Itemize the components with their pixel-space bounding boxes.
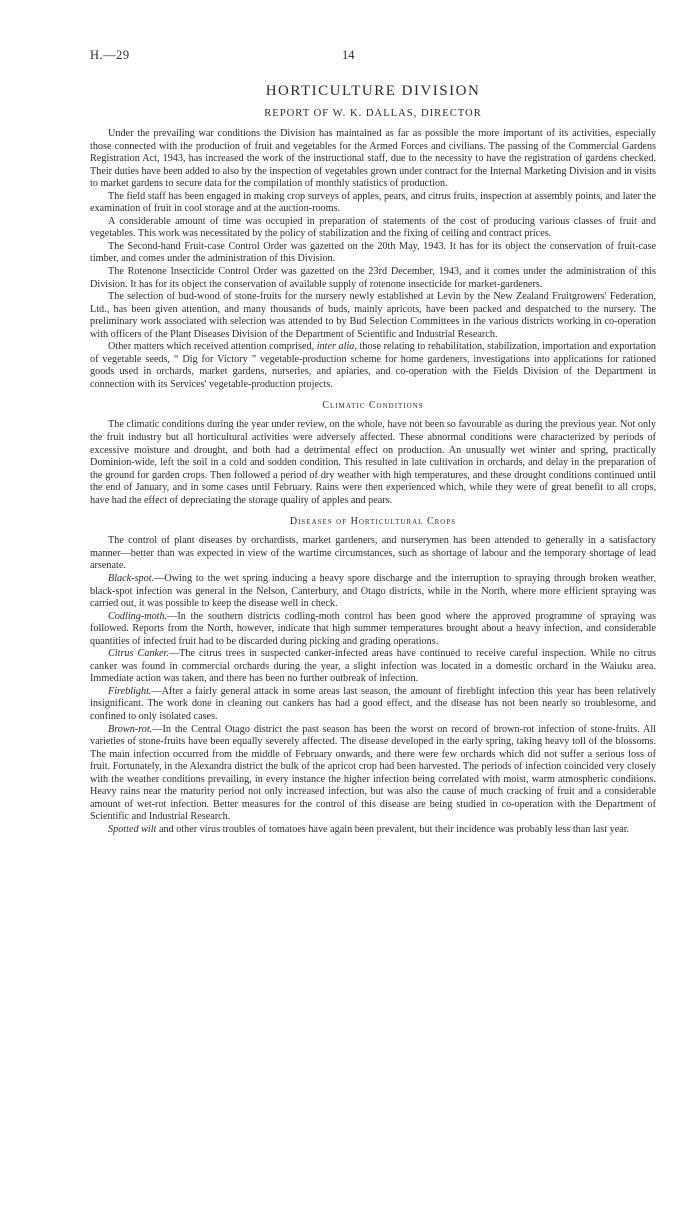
paragraph-spotted-wilt — [90, 824, 656, 837]
paragraph-citrus-canker — [90, 648, 656, 686]
disease-text: —In the southern districts codling-moth control has been good where the approved programme of spraying was followed. Reports from the North, however, indicate that high summer temperatures brought about a heavy infection, and considerable quantities of infected fruit had to be discarded during picking and grading operations. — [90, 610, 656, 647]
section-heading-diseases: Diseases of Horticultural Crops — [289, 516, 457, 528]
running-header — [90, 48, 610, 64]
paragraph-war-conditions: Under the prevailing war conditions the Division has maintained as far as possible the more important of its activities, especially those connected with the production of fruit and vegetables for the Armed Forces and civilians. The passing of the Commercial Gardens Registration Act, 1943, has increased the work of the instructional staff, due to the necessity to have the registration of gardens checked. Their duties have been added to also by the inspection of vegetables grown under contract for the Internal Marketing Division and in visits to market gardens to secure data for the compilation of monthly statistics of production. — [90, 128, 656, 190]
other-matters-lead: Other matters which received attention comprised, — [108, 341, 315, 353]
disease-text: —Owing to the wet spring inducing a heavy spore discharge and the interruption to spraying through broken weather, black-spot infection was general in the Nelson, Canterbury, and Otago districts, while in the North, where more efficient spraying was carried out, it was possible to keep the disease well in check. — [90, 572, 656, 610]
other-matters-italic: inter alia, — [316, 341, 357, 353]
paragraph-black-spot — [90, 573, 656, 611]
page-title: HORTICULTURE DIVISION — [265, 83, 481, 99]
paragraph-fireblight — [90, 686, 656, 724]
paragraph-codling-moth — [90, 611, 656, 649]
section-heading-climatic: Climatic Conditions — [322, 400, 424, 412]
paragraph-diseases-intro: The control of plant diseases by orchardists, market gardeners, and nurserymen has been attended to generally in a satisfactory manner—better than was expected in view of the wartime circumstances, such as shortage of labour and the temporary shortage of lead arsenate. — [90, 535, 656, 572]
disease-text: —In the Central Otago district the past season has been the worst on record of brown-rot infection of stone-fruits. All varieties of stone-fruits have been equally severely affected. The disease developed in the early spring, taking heavy toll of the blossoms. The main infection occurred from the middle of February onwards, and there were few orchards which did not suffer a serious loss of fruit. Fortunately, in the Alexandra district the bulk of the apricot crop had been harvested. The periods of infection coincided very closely with the weather conditions prevailing, in every instance the higher infection being correlated with moist, warm atmospheric conditions. Heavy rains near the maturity period not only increased infection, but was also the cause of much cracking of fruit and a considerable amount of wet-rot infection. Better measures for the control of this disease are being studied in co-operation with the Department of Scientific and Industrial Research. — [90, 723, 656, 823]
disease-name: Black-spot. — [108, 572, 155, 584]
paragraph-rotenone-order: The Rotenone Insecticide Control Order was gazetted on the 23rd December, 1943, and it comes under the administration of this Division. It has for its object the conservation of available supply of rotenone insecticide for market-gardeners. — [90, 266, 656, 290]
other-matters-rest: those relating to rehabilitation, stabilization, importation and exportation of vegetable seeds, “ Dig for Victory ” vegetable-production scheme for home gardeners, investigations into applications for rationed goods used in orchards, market gardens, nurseries, and apiaries, and co-operation with the Fields Division of the Department in connection with its Services' vegetable-production projects. — [90, 341, 657, 390]
disease-text: —After a fairly general attack in some areas last season, the amount of fireblight infection this year has been relatively insignificant. The work done in cleaning out cankers has had a good effect, and the disease has not been nearly so troublesome, and confined to only isolated cases. — [90, 685, 656, 722]
disease-name: Spotted wilt — [108, 823, 157, 835]
paragraph-cost-statements: A considerable amount of time was occupied in preparation of statements of the cost of producing various classes of fruit and vegetables. This work was necessitated by the policy of stabilization and the fixing of ceiling and contract prices. — [90, 215, 656, 240]
paragraph-other-matters — [90, 341, 656, 391]
disease-name: Brown-rot. — [108, 723, 153, 735]
disease-text: —The citrus trees in suspected canker-infected areas have continued to receive careful inspection. While no citrus canker was found in commercial orchards during the year, a slight infection was located in a domestic orchard in the Waiuku area. Immediate action was taken, and there has been no further outbreak of infection. — [90, 648, 657, 685]
paragraph-field-staff: The field staff has been engaged in making crop surveys of apples, pears, and citrus fruits, inspection at assembly points, and later the examination of fruit in cool storage and at the auction-rooms. — [90, 190, 656, 215]
paragraph-brown-rot — [90, 724, 656, 824]
disease-name: Codling-moth. — [108, 610, 168, 622]
document-body — [90, 82, 656, 836]
disease-name: Citrus Canker. — [108, 648, 169, 660]
report-byline: REPORT OF W. K. DALLAS, DIRECTOR — [264, 108, 482, 119]
page-number: 14 — [342, 48, 355, 62]
paragraph-climatic: The climatic conditions during the year under review, on the whole, have not been so favourable as during the previous year. Not only the fruit industry but all horticultural activities were adversely affected. These abnormal conditions were characterized by periods of excessive moisture and drought, and both had a detrimental effect on production. An unusually wet winter and spring, practically Dominion-wide, left the soil in a cold and sodden condition. This resulted in late cultivation in orchards, and delay in the preparation of the ground for garden crops. Then followed a period of dry weather with high temperatures, and these drought conditions continued until the end of January, and in some cases until February. Rains were then experienced which, while they were of great benefit to all crops, have had the effect of depreciating the storage quality of apples and pears. — [90, 419, 656, 506]
paragraph-bud-wood: The selection of bud-wood of stone-fruits for the nursery newly established at Levin by the New Zealand Fruitgrowers' Federation, Ltd., has been given attention, and many thousands of buds, mainly apricots, have been packed and despatched to the nursery. The preliminary work associated with selection was attended to by Bud Selection Committees in the various districts working in co-operation with officers of the Plant Diseases Division of the Department of Scientific and Industrial Research. — [90, 291, 656, 340]
disease-name: Fireblight. — [108, 685, 152, 697]
disease-text: and other virus troubles of tomatoes have again been prevalent, but their incidence was probably less than last year. — [156, 823, 630, 835]
paragraph-fruit-case-order: The Second-hand Fruit-case Control Order was gazetted on the 20th May, 1943. It has for its object the conservation of fruit-case timber, and comes under the administration of this Division. — [90, 240, 656, 265]
document-number: H.—29 — [90, 48, 130, 62]
